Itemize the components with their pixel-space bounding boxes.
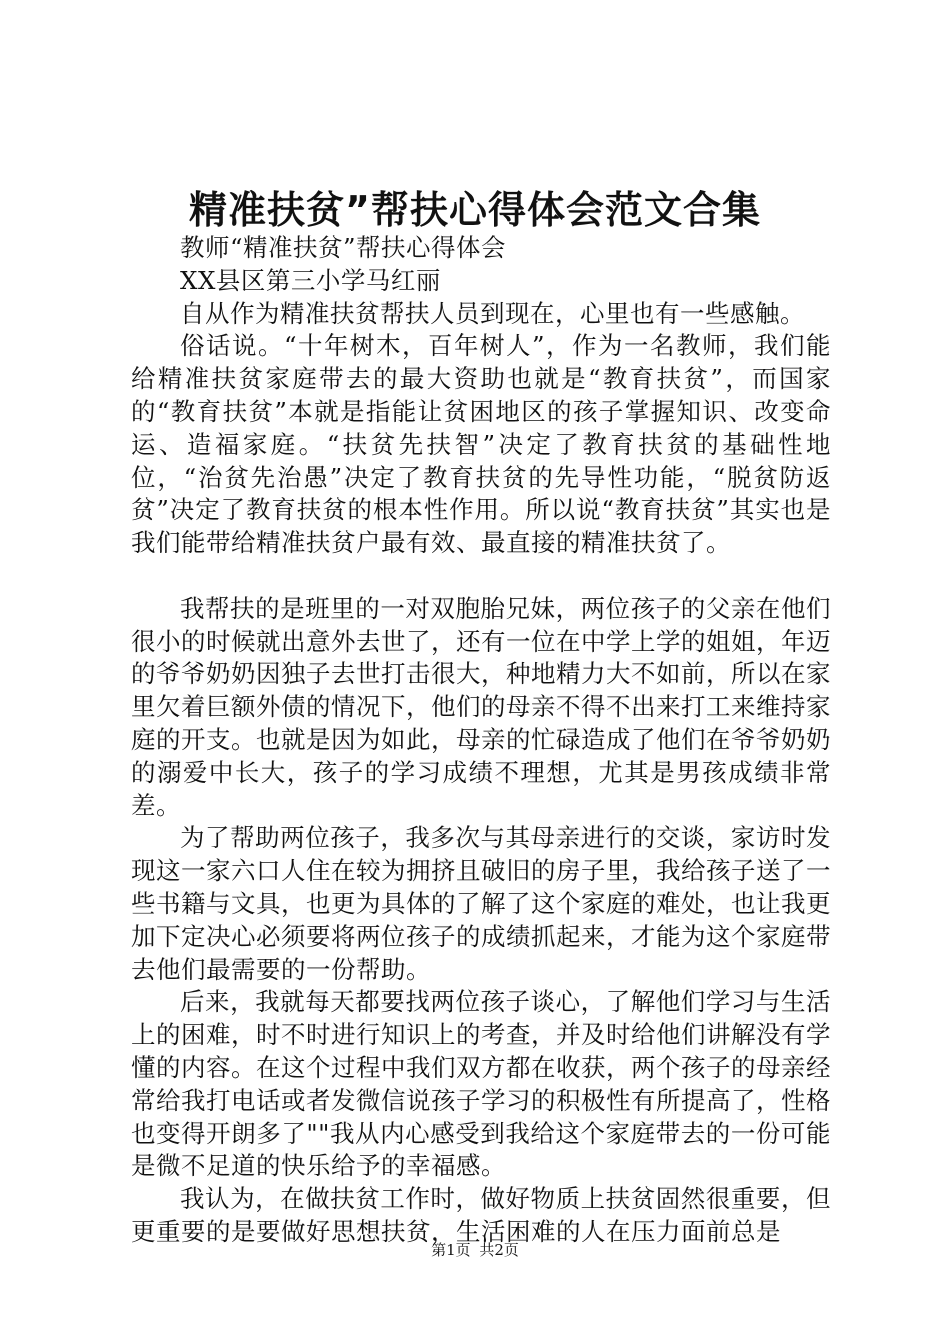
document-title: 精准扶贫”帮扶心得体会范文合集 [189,188,761,232]
body-paragraph: 为了帮助两位孩子，我多次与其母亲进行的交谈，家访时发现这一家六口人住在较为拥挤且破旧的房子里，我给孩子送了一些书籍与文具，也更为具体的了解了这个家庭的难处，也让我更加下定决心必须要将两位孩子的成绩抓起来，才能为这个家庭带去他们最需要的一份帮助。 [131,823,831,984]
page-number: 第1页 [431,1241,471,1259]
body-paragraph: 俗话说。“十年树木，百年树人”，作为一名教师，我们能给精准扶贫家庭带去的最大资助也就是“教育扶贫”，而国家的“教育扶贫”本就是指能让贫困地区的孩子掌握知识、改变命运、造福家庭。“扶贫先扶智”决定了教育扶贫的基础性地位，“治贫先治愚”决定了教育扶贫的先导性功能，“脱贫防返贫”决定了教育扶贫的根本性作用。所以说“教育扶贫”其实也是我们能带给精准扶贫户最有效、最直接的精准扶贫了。 [131,331,831,558]
document-body [131,232,831,1249]
author-line: XX县区第三小学马红丽 [180,265,441,295]
subtitle-line: 教师“精准扶贫”帮扶心得体会 [180,233,507,262]
body-paragraph: 我帮扶的是班里的一对双胞胎兄妹，两位孩子的父亲在他们很小的时候就出意外去世了，还有一位在中学上学的姐姐，年迈的爷爷奶奶因独子去世打击很大，种地精力大不如前，所以在家里欠着巨额外债的情况下，他们的母亲不得不出来打工来维持家庭的开支。也就是因为如此，母亲的忙碌造成了他们在爷爷奶奶的溺爱中长大，孩子的学习成绩不理想，尤其是男孩成绩非常差。 [131,593,831,820]
body-paragraph: 后来，我就每天都要找两位孩子谈心，了解他们学习与生活上的困难，时不时进行知识上的考查，并及时给他们讲解没有学懂的内容。在这个过程中我们双方都在收获，两个孩子的母亲经常给我打电话或者发微信说孩子学习的积极性有所提高了，性格也变得开朗多了""我从内心感受到我给这个家庭带去的一份可能是微不足道的快乐给予的幸福感。 [131,987,831,1181]
page-footer [0,1240,950,1260]
body-paragraph: 自从作为精准扶贫帮扶人员到现在，心里也有一些感触。 [180,298,805,328]
body-paragraph: 我认为，在做扶贫工作时，做好物质上扶贫固然很重要，但更重要的是要做好思想扶贫，生活困难的人在压力面前总是 [131,1184,831,1246]
page-total: 共2页 [479,1241,519,1259]
